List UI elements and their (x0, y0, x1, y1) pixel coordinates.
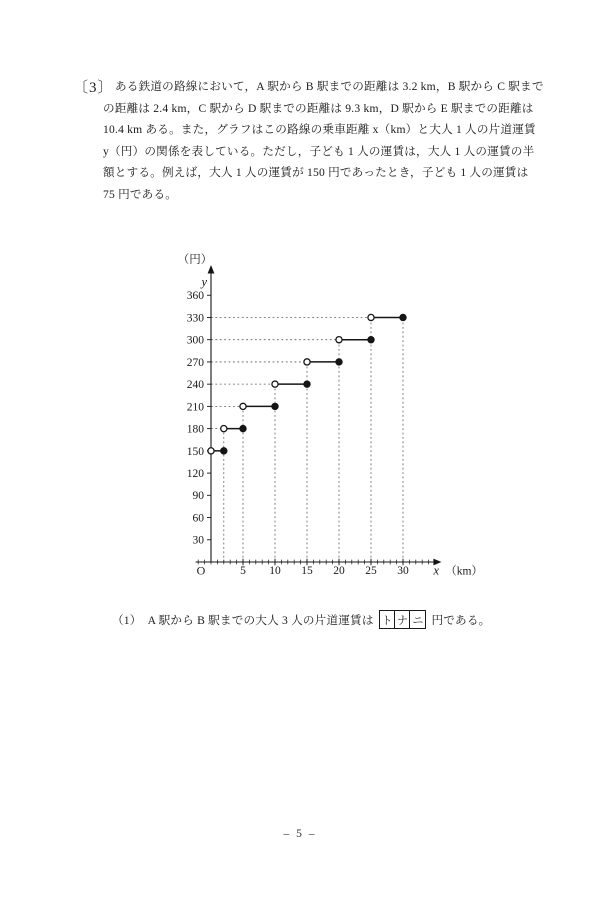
svg-text:150: 150 (186, 445, 204, 458)
question-1 (112, 610, 490, 629)
svg-text:30: 30 (397, 565, 409, 577)
answer-box-to: ト (379, 610, 396, 629)
svg-text:20: 20 (333, 565, 345, 577)
svg-text:180: 180 (186, 423, 204, 436)
svg-text:30: 30 (192, 534, 204, 547)
problem-line: 10.4 km ある。また，グラフはこの路線の乗車距離 x（km）と大人 1 人の片道運賃 (103, 123, 536, 137)
answer-box-ni: ニ (409, 610, 426, 629)
problem-line: 額とする。例えば，大人 1 人の運賃が 150 円であったとき，子ども 1 人の運賃は (103, 166, 529, 180)
svg-text:360: 360 (186, 290, 204, 303)
problem-statement (103, 76, 544, 206)
problem-line: ある鉄道の路線において，A 駅から B 駅までの距離は 3.2 km，B 駅から C 駅まで (115, 80, 544, 93)
fare-step-chart (150, 245, 490, 585)
svg-text:240: 240 (186, 379, 204, 392)
svg-text:（円）: （円） (177, 254, 213, 266)
svg-text:5: 5 (240, 565, 246, 577)
svg-text:25: 25 (365, 565, 377, 577)
svg-text:120: 120 (186, 467, 204, 480)
svg-text:10: 10 (269, 565, 281, 577)
svg-text:15: 15 (301, 565, 313, 577)
svg-text:210: 210 (186, 401, 204, 414)
question-text: （1） A 駅から B 駅までの大人 3 人の片道運賃は (112, 613, 374, 627)
problem-line: y（円）の関係を表している。ただし，子ども 1 人の運賃は，大人 1 人の運賃の半 (103, 144, 535, 158)
problem-number: 〔3〕 (73, 80, 114, 96)
problem-line: の距離は 2.4 km，C 駅から D 駅までの距離は 9.3 km，D 駅から E 駅までの距離は (103, 101, 534, 115)
svg-text:y: y (201, 275, 207, 289)
answer-boxes (379, 610, 427, 629)
svg-text:（km）: （km） (445, 565, 483, 578)
problem-line: 75 円である。 (103, 187, 178, 201)
svg-text:330: 330 (186, 312, 204, 325)
svg-text:O: O (196, 563, 206, 578)
svg-text:270: 270 (186, 356, 204, 369)
svg-text:60: 60 (192, 512, 204, 525)
svg-text:90: 90 (192, 490, 204, 503)
svg-text:x: x (433, 563, 440, 578)
page-number: – 5 – (283, 828, 317, 840)
question-text-suffix: 円である。 (431, 613, 491, 627)
svg-text:300: 300 (186, 334, 204, 347)
answer-box-na: ナ (394, 610, 411, 629)
